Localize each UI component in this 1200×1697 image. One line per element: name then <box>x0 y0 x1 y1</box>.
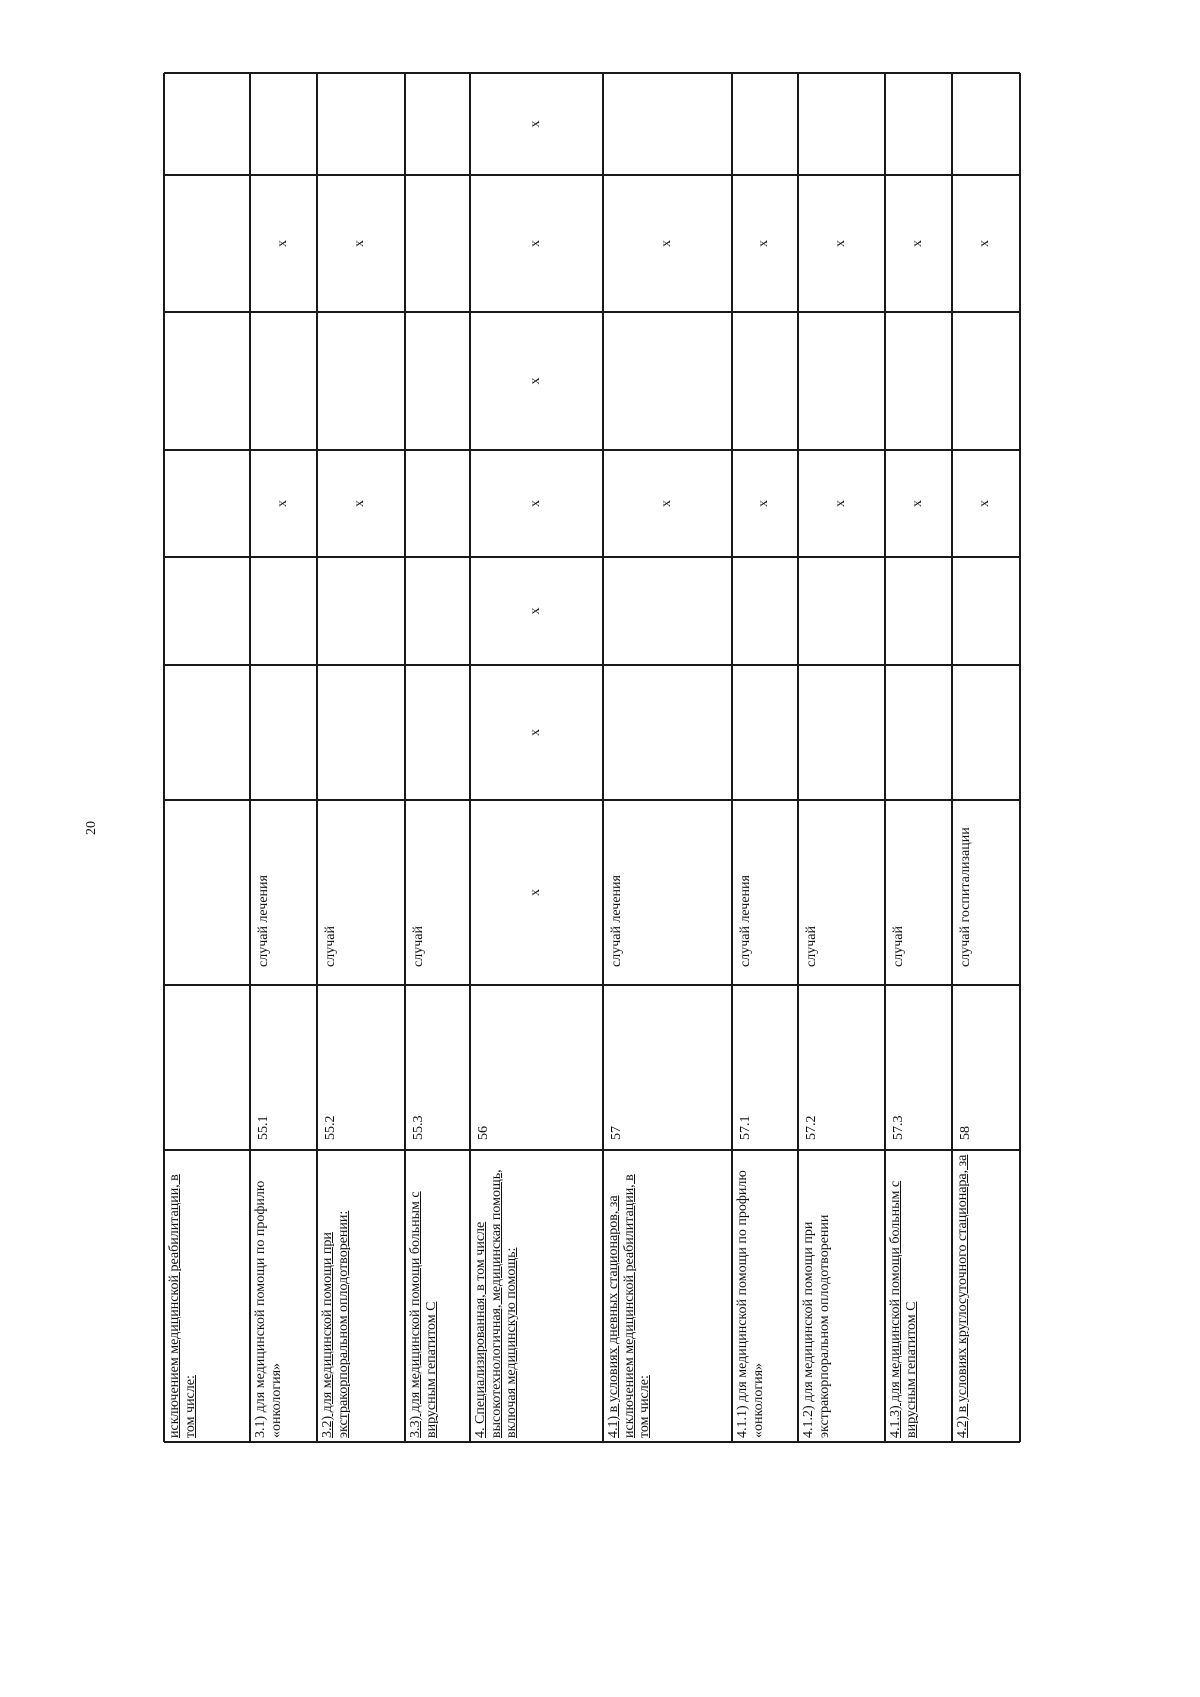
table-cell-text: 55.2 <box>323 1115 338 1140</box>
table-cell-col-8 <box>952 175 1020 312</box>
table-cell-col-9 <box>603 73 732 175</box>
table-cell-col-7 <box>885 312 952 450</box>
table-cell-text: х <box>527 377 543 385</box>
table-cell-col-6 <box>798 450 885 557</box>
table-cell-text: 4. Специализированная, в том числе высокотехнологичная, медицинская помощь, включая медицинскую помощь: <box>473 1169 519 1438</box>
table-cell-col-4 <box>952 665 1020 800</box>
table-cell-row-number <box>250 985 317 1150</box>
table-cell-indicator-name <box>885 1150 952 1442</box>
table-cell-text <box>429 450 447 557</box>
table-cell-row-number <box>952 985 1020 1150</box>
table-cell-indicator-name <box>603 1150 732 1442</box>
table-cell-row-number <box>603 985 732 1150</box>
table-cell-col-7 <box>317 312 405 450</box>
table-cell-col-8 <box>250 175 317 312</box>
table-cell-col-5 <box>164 557 250 665</box>
table-cell-text: 3.3) для медицинской помощи больным с вирусным гепатитом С <box>408 1191 439 1438</box>
table-cell-text <box>275 73 293 175</box>
table-cell-col-8 <box>885 175 952 312</box>
table-cell-text: х <box>756 500 771 507</box>
table-cell-text <box>833 73 851 175</box>
table-cell-text <box>910 73 928 175</box>
table-cell-unit <box>164 800 250 985</box>
table-cell-col-5 <box>405 557 470 665</box>
table-cell-text: случай <box>411 926 426 967</box>
table-cell-text <box>352 312 370 450</box>
table-cell-col-5 <box>798 557 885 665</box>
table-cell-col-8 <box>470 175 603 312</box>
table-cell-col-6 <box>470 450 603 557</box>
table-cell-text: 55.1 <box>256 1115 271 1140</box>
table-cell-col-5 <box>885 557 952 665</box>
table-cell-indicator-name <box>952 1150 1020 1442</box>
table-cell-text: случай лечения <box>738 875 753 967</box>
table-cell-text: 55.3 <box>411 1115 426 1140</box>
table-cell-text <box>352 665 370 800</box>
table-cell-text: х <box>352 240 367 247</box>
table-cell-col-7 <box>164 312 250 450</box>
table-cell-col-9 <box>952 73 1020 175</box>
table-cell-col-4 <box>470 665 603 800</box>
table-cell-col-4 <box>164 665 250 800</box>
table-cell-col-6 <box>952 450 1020 557</box>
table-cell-text <box>429 312 447 450</box>
table-cell-col-7 <box>250 312 317 450</box>
table-cell-col-7 <box>952 312 1020 450</box>
table-cell-col-6 <box>885 450 952 557</box>
table-cell-col-4 <box>732 665 798 800</box>
table-cell-unit <box>470 800 603 985</box>
table-cell-text <box>910 312 928 450</box>
table-cell-col-7 <box>470 312 603 450</box>
table-cell-text <box>756 557 774 665</box>
table-cell-col-9 <box>317 73 405 175</box>
table-cell-text: х <box>274 240 290 247</box>
table-cell-text <box>977 557 995 665</box>
table-cell-text <box>756 665 774 800</box>
table-cell-text <box>910 557 928 665</box>
table-cell-indicator-name <box>732 1150 798 1442</box>
table-cell-text <box>659 665 677 800</box>
table-cell-col-5 <box>732 557 798 665</box>
table-cell-text: х <box>527 120 543 128</box>
table-cell-col-8 <box>603 175 732 312</box>
table-cell-text: х <box>909 240 925 247</box>
table-cell-indicator-name <box>250 1150 317 1442</box>
table-cell-unit <box>885 800 952 985</box>
table-cell-text: случай <box>804 926 819 967</box>
table-cell-text <box>977 73 995 175</box>
table-cell-col-4 <box>250 665 317 800</box>
table-cell-col-6 <box>405 450 470 557</box>
table-cell-text <box>833 557 851 665</box>
table-cell-text: 56 <box>476 1126 491 1140</box>
table-cell-text <box>198 73 216 175</box>
table-cell-text <box>659 312 677 450</box>
table-cell-unit <box>952 800 1020 985</box>
table-cell-text <box>977 665 995 800</box>
table-cell-text <box>164 985 250 1150</box>
table-cell-text: х <box>527 500 543 507</box>
table-cell-text <box>198 665 216 800</box>
table-cell-text: х <box>527 729 543 736</box>
table-cell-text <box>275 665 293 800</box>
table-cell-text: х <box>274 500 290 507</box>
table-cell-text: х <box>527 607 543 615</box>
table-cell-text <box>198 557 216 665</box>
page-number: 20 <box>84 821 99 835</box>
table-cell-col-4 <box>603 665 732 800</box>
table-cell-text <box>833 665 851 800</box>
table-cell-col-8 <box>732 175 798 312</box>
table-cell-unit <box>405 800 470 985</box>
table-cell-text <box>429 73 447 175</box>
table-cell-col-6 <box>603 450 732 557</box>
table-cell-text <box>198 175 216 312</box>
table-cell-col-5 <box>603 557 732 665</box>
table-cell-col-9 <box>405 73 470 175</box>
table-cell-text: х <box>756 240 771 247</box>
table-cell-text <box>659 73 677 175</box>
table-cell-text: 3.2) для медицинской помощи при экстракорпоральном оплодотворении: <box>320 1210 351 1438</box>
table-cell-col-8 <box>164 175 250 312</box>
table-cell-col-9 <box>798 73 885 175</box>
table-cell-col-9 <box>732 73 798 175</box>
table-cell-text: случай лечения <box>609 875 624 967</box>
table-cell-text <box>756 312 774 450</box>
table-cell-text <box>275 312 293 450</box>
table-cell-text: х <box>658 240 674 247</box>
table-cell-text: 57 <box>609 1126 624 1140</box>
table-cell-col-9 <box>250 73 317 175</box>
table-cell-text: 57.2 <box>804 1115 819 1140</box>
table-cell-text: случай госпитализации <box>958 827 973 967</box>
table-cell-col-4 <box>317 665 405 800</box>
table-cell-text <box>429 175 447 312</box>
table-cell-text: х <box>977 240 992 247</box>
table-cell-col-9 <box>470 73 603 175</box>
table-cell-text: х <box>977 500 992 507</box>
table-cell-text: 4.2) в условиях круглосуточного стационара, за <box>955 1154 970 1438</box>
table-cell-col-4 <box>405 665 470 800</box>
table-cell-text: исключением медицинской реабилитации, в том числе: <box>167 1174 198 1438</box>
table-cell-text <box>756 73 774 175</box>
table-cell-col-6 <box>250 450 317 557</box>
table-cell-text: 4.1.3) для медицинской помощи больным с вирусным гепатитом С <box>888 1180 919 1438</box>
table-cell-indicator-name <box>317 1150 405 1442</box>
table-cell-text: 4.1.1) для медицинской помощи по профилю «онкология» <box>735 1170 766 1438</box>
table-cell-col-6 <box>732 450 798 557</box>
table-cell-indicator-name <box>164 1150 250 1442</box>
table-cell-text: 57.1 <box>738 1115 753 1140</box>
table-cell-col-9 <box>885 73 952 175</box>
table-cell-text <box>198 450 216 557</box>
table-cell-text: х <box>909 500 925 507</box>
table-cell-text: 3.1) для медицинской помощи по профилю «онкология» <box>253 1180 284 1438</box>
table-cell-col-8 <box>317 175 405 312</box>
table-cell-text: случай <box>891 926 906 967</box>
table-cell-col-7 <box>603 312 732 450</box>
table-cell-unit <box>603 800 732 985</box>
table-cell-text: х <box>832 500 848 507</box>
table-cell-text <box>910 665 928 800</box>
table-cell-text <box>977 312 995 450</box>
table-cell-col-4 <box>798 665 885 800</box>
table-cell-col-8 <box>798 175 885 312</box>
table-cell-col-8 <box>405 175 470 312</box>
table-cell-text: х <box>658 500 674 507</box>
table-cell-unit <box>798 800 885 985</box>
table-cell-row-number <box>470 985 603 1150</box>
table-cell-col-6 <box>317 450 405 557</box>
table-cell-col-5 <box>952 557 1020 665</box>
table-cell-unit <box>732 800 798 985</box>
table-cell-text: 58 <box>958 1126 973 1140</box>
table-cell-row-number <box>732 985 798 1150</box>
table-cell-text <box>833 312 851 450</box>
table-cell-col-5 <box>470 557 603 665</box>
table-cell-text <box>352 557 370 665</box>
table-cell-row-number <box>798 985 885 1150</box>
table-cell-col-7 <box>798 312 885 450</box>
table-cell-indicator-name <box>405 1150 470 1442</box>
table-cell-text: х <box>527 889 543 896</box>
table-cell-col-7 <box>405 312 470 450</box>
table-cell-indicator-name <box>470 1150 603 1442</box>
table-cell-text: х <box>832 240 848 247</box>
table-cell-unit <box>317 800 405 985</box>
table-cell-text <box>429 557 447 665</box>
table-cell-text: 4.1) в условиях дневных стационаров, за исключением медицинской реабилитации, в том числе: <box>606 1174 652 1438</box>
table-cell-row-number <box>164 985 250 1150</box>
table-cell-text: 4.1.2) для медицинской помощи при экстракорпоральном оплодотворении <box>801 1214 832 1438</box>
table-cell-text <box>352 73 370 175</box>
table-cell-text <box>275 557 293 665</box>
table-cell-text <box>429 665 447 800</box>
table-cell-text: случай лечения <box>256 875 271 967</box>
table-cell-row-number <box>317 985 405 1150</box>
table-cell-unit <box>250 800 317 985</box>
table-cell-text: х <box>352 500 367 507</box>
table-cell-col-5 <box>250 557 317 665</box>
table-cell-col-5 <box>317 557 405 665</box>
table-cell-text <box>198 312 216 450</box>
table-cell-col-6 <box>164 450 250 557</box>
table-cell-indicator-name <box>798 1150 885 1442</box>
table-cell-row-number <box>405 985 470 1150</box>
table-cell-col-9 <box>164 73 250 175</box>
table-cell-text: х <box>527 240 543 247</box>
table-cell-text <box>164 800 250 985</box>
table-cell-text: 57.3 <box>891 1115 906 1140</box>
table-cell-col-4 <box>885 665 952 800</box>
table-cell-col-7 <box>732 312 798 450</box>
table-cell-row-number <box>885 985 952 1150</box>
table-cell-text: случай <box>323 926 338 967</box>
table-cell-text <box>659 557 677 665</box>
